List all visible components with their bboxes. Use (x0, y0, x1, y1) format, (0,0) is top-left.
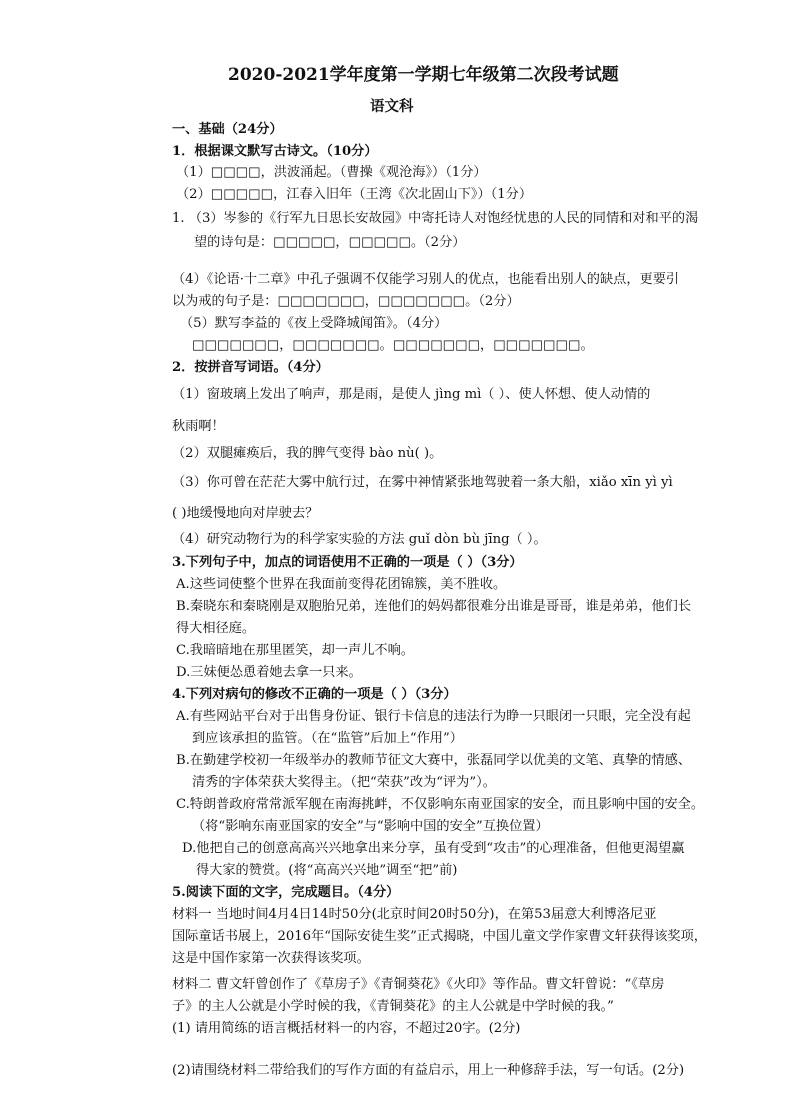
q2-line3b: ( )地缓慢地向对岸驶去？ (172, 506, 319, 521)
q3-option-d: D.三妹便怂恿着她去拿一只来。 (176, 665, 362, 680)
q1-line5: （5）默写李益的《夜上受降城闻笛》。（4分） (180, 316, 448, 331)
q1-line5b: □□□□□□□，□□□□□□□。□□□□□□□，□□□□□□□。 (192, 338, 594, 353)
q2-line4: （4）研究动物行为的科学家实验的方法 guǐ dòn bù jīng（ ）。 (172, 532, 547, 547)
q4-option-b1: B.在勤建学校初一年级举办的教师节征文大赛中，张磊同学以优美的文笔、真挚的情感、 (176, 753, 692, 768)
q1-line3b: 望的诗句是：□□□□□，□□□□□。（2分） (194, 235, 466, 250)
q1-line2: （2）□□□□□，江春入旧年（王湾《次北固山下》）（1分） (176, 187, 533, 202)
q3-option-c: C.我暗暗地在那里匿笑，却一声儿不响。 (176, 643, 414, 658)
q2-line3a: （3）你可曾在茫茫大雾中航行过，在雾中神情紧张地驾驶着一条大船，xiǎo xīn yì yì (172, 475, 673, 490)
q3-heading: 3.下列句子中，加点的词语使用不正确的一项是（ ）（3分） (172, 555, 523, 570)
q5-subquestion1: (1) 请用简练的语言概括材料一的内容，不超过20字。(2分) (172, 1021, 521, 1036)
q3-option-b1: B.秦晓东和秦晓刚是双胞胎兄弟，连他们的妈妈都很难分出谁是哥哥，谁是弟弟，他们长 (176, 599, 692, 614)
q1-line1: （1）□□□□，洪波涌起。（曹操《观沧海》）（1分） (176, 165, 487, 180)
q4-option-b2: 清秀的字体荣获大奖得主。（把“荣获”改为“评为”）。 (192, 775, 496, 790)
q1-line4a: （4）《论语·十二章》中孔子强调不仅能学习别人的优点，也能看出别人的缺点，更要引 (172, 272, 680, 287)
q2-line2: （2）双腿瘫痪后，我的脾气变得 bào nù( )。 (172, 446, 443, 461)
q4-option-d1: D.他把自己的创意高高兴兴地拿出来分享，虽有受到“攻击”的心理准备，但他更渴望赢 (182, 841, 685, 856)
q4-option-a2: 到应该承担的监管。（在“监管”后加上“作用”） (192, 731, 463, 746)
q4-option-d2: 得大家的赞赏。(将“高高兴兴地”调至“把”前) (196, 863, 458, 878)
q4-option-c2: （将“影响东南亚国家的安全”与“影响中国的安全”互换位置） (192, 819, 549, 834)
q4-heading: 4.下列对病句的修改不正确的一项是（ ）（3分） (172, 687, 457, 702)
q5-material1a: 材料一 当地时间4月4日14时50分(北京时间20时50分)，在第53届意大利博洛尼亚 (172, 907, 657, 922)
q1-line4b: 以为戒的句子是：□□□□□□□，□□□□□□□。（2分） (172, 294, 520, 309)
q2-line1a: （1）窗玻璃上发出了响声，那是雨，是使人 jìng mì（ ）、使人怀想、使人动情的 (172, 387, 651, 402)
q5-material2b: 子》的主人公就是小学时候的我，《青铜葵花》的主人公就是中学时候的我。” (172, 999, 614, 1014)
q4-option-a1: A.有些网站平台对于出售身份证、银行卡信息的违法行为睁一只眼闭一只眼，完全没有起 (176, 709, 691, 724)
q2-line1b: 秋雨啊！ (172, 419, 225, 434)
q1-heading: 1．根据课文默写古诗文。（10分） (172, 144, 378, 159)
q2-heading: 2．按拼音写词语。（4分） (172, 360, 329, 375)
q3-option-a: A.这些词使整个世界在我面前变得花团锦簇，美不胜收。 (176, 577, 507, 592)
q5-heading: 5.阅读下面的文字，完成题目。（4分） (172, 885, 400, 900)
section-heading: 一、基础（24分） (172, 122, 283, 137)
q3-option-b2: 得大相径庭。 (176, 621, 256, 636)
q5-subquestion2: (2)请围绕材料二带给我们的写作方面的有益启示，用上一种修辞手法，写一句话。(2分) (172, 1063, 685, 1078)
q5-material1c: 这是中国作家第一次获得该奖项。 (172, 951, 370, 966)
q5-material2a: 材料二 曹文轩曾创作了《草房子》《青铜葵花》《火印》等作品。曹文轩曾说：“《草房 (172, 977, 665, 992)
q5-material1b: 国际童话书展上，2016年“国际安徒生奖”正式揭晓，中国儿童文学作家曹文轩获得该奖项， (172, 929, 707, 944)
q4-option-c1: C.特朗普政府常常派军舰在南海挑衅，不仅影响东南亚国家的安全，而且影响中国的安全。 (176, 797, 705, 812)
q1-line3a: 1. （3）岑参的《行军九日思长安故园》中寄托诗人对饱经忧患的人民的同情和对和平的渴 (172, 211, 699, 226)
subject-label: 语文科 (370, 98, 414, 115)
exam-title: 2020-2021学年度第一学期七年级第二次段考试题 (228, 65, 619, 85)
